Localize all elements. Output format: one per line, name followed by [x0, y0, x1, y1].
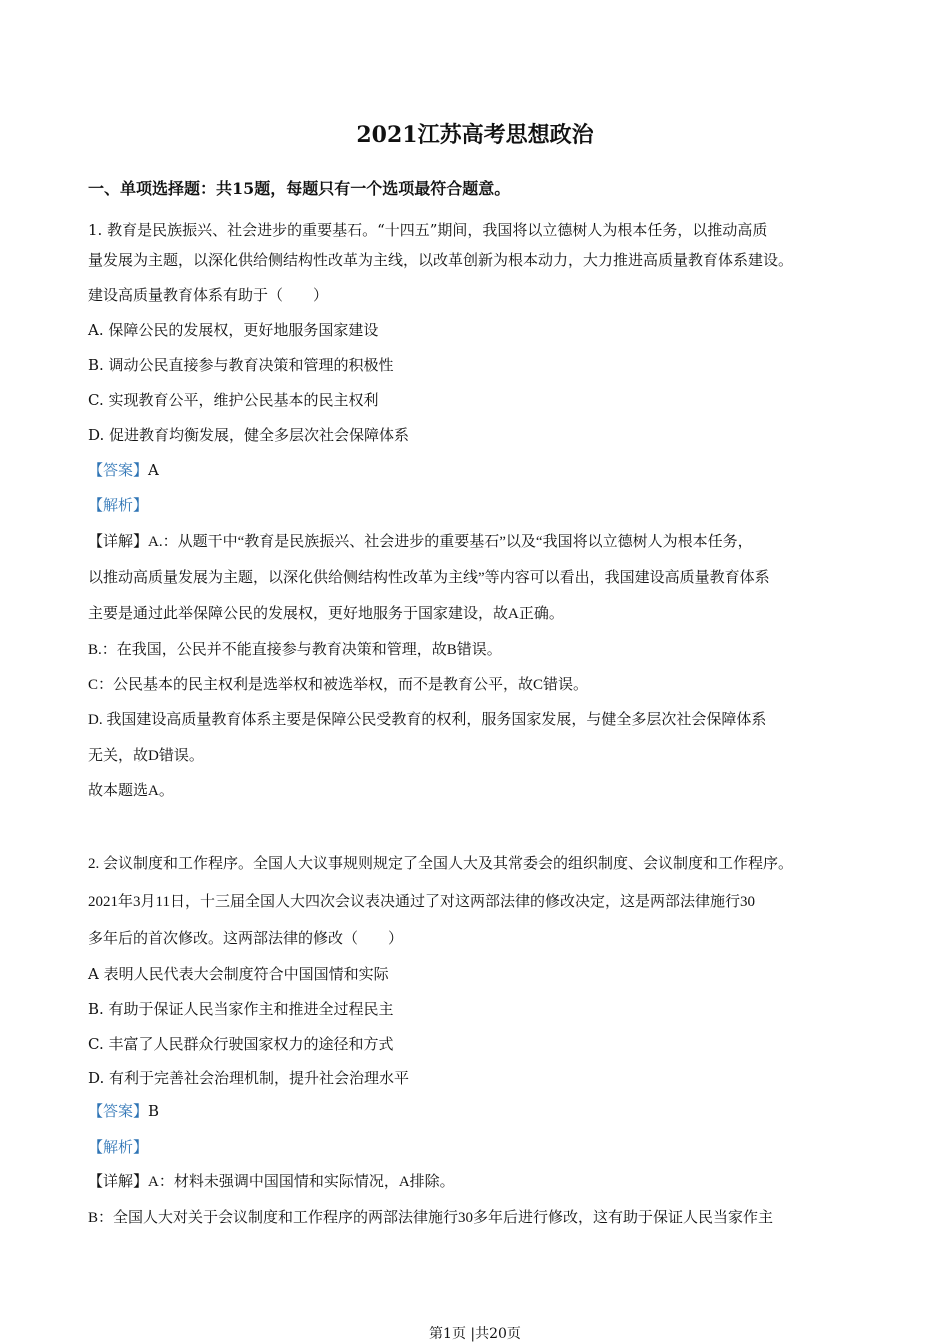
detail-line: 故本题选A。 — [88, 783, 174, 799]
answer-value: A — [148, 461, 159, 479]
analysis-label: 【解析】 — [88, 496, 149, 514]
detail-line: 【详解】A：材料未强调中国国情和实际情况，A排除。 — [88, 1174, 455, 1190]
detail-line: 主要是通过此举保障公民的发展权，更好地服务于国家建设，故A正确。 — [88, 606, 564, 622]
detail-label: 【详解】 — [88, 1174, 149, 1190]
detail-line: 【详解】A.：从题干中“教育是民族振兴、社会进步的重要基石”以及“我国将以立德树人为根本任务， — [88, 534, 753, 550]
detail-line: D. 我国建设高质量教育体系主要是保障公民受教育的权利，服务国家发展，与健全多层次社会保障体系 — [88, 712, 767, 728]
detail-line: B：全国人大对关于会议制度和工作程序的两部法律施行30多年后进行修改，这有助于保证人民当家作主 — [88, 1210, 774, 1226]
answer-label: 【答案】 — [88, 1102, 149, 1120]
question-stem-line: 1. 教育是民族振兴、社会进步的重要基石。“十四五”期间，我国将以立德树人为根本任务，以推动高质 — [88, 221, 768, 239]
option-a: A. 保障公民的发展权，更好地服务国家建设 — [88, 321, 379, 339]
option-d: D. 有利于完善社会治理机制，提升社会治理水平 — [88, 1069, 410, 1087]
question-stem-line: 量发展为主题，以深化供给侧结构性改革为主线，以改革创新为根本动力，大力推进高质量教育体系建设。 — [88, 251, 794, 269]
question-stem-line: 2. 会议制度和工作程序。全国人大议事规则规定了全国人大及其常委会的组织制度、会议制度和工作程序。 — [88, 856, 794, 872]
option-c: C. 丰富了人民群众行驶国家权力的途径和方式 — [88, 1035, 394, 1053]
option-b: B. 调动公民直接参与教育决策和管理的积极性 — [88, 356, 394, 374]
detail-line: 无关，故D错误。 — [88, 748, 204, 764]
detail-line: C：公民基本的民主权利是选举权和被选举权，而不是教育公平，故C错误。 — [88, 677, 589, 693]
option-a: A 表明人民代表大会制度符合中国国情和实际 — [88, 965, 389, 983]
section-heading: 一、单项选择题：共15题，每题只有一个选项最符合题意。 — [88, 179, 511, 198]
answer-line — [88, 460, 159, 480]
analysis-label: 【解析】 — [88, 1138, 149, 1156]
answer-value: B — [148, 1102, 160, 1120]
answer-label: 【答案】 — [88, 461, 149, 479]
question-stem-line: 建设高质量教育体系有助于（ ） — [88, 286, 329, 304]
option-c: C. 实现教育公平，维护公民基本的民主权利 — [88, 391, 379, 409]
option-d: D. 促进教育均衡发展，健全多层次社会保障体系 — [88, 426, 410, 444]
detail-label: 【详解】 — [88, 534, 149, 550]
option-b: B. 有助于保证人民当家作主和推进全过程民主 — [88, 1000, 394, 1018]
answer-line — [88, 1101, 159, 1121]
page-title: 2021江苏高考思想政治 — [356, 122, 594, 148]
question-stem-line: 2021年3月11日，十三届全国人大四次会议表决通过了对这两部法律的修改决定，这是两部法律施行30 — [88, 894, 755, 910]
page-footer: 第1页 |共20页 — [429, 1326, 521, 1342]
question-stem-line: 多年后的首次修改。这两部法律的修改（ ） — [88, 931, 404, 947]
detail-line: B.：在我国，公民并不能直接参与教育决策和管理，故B错误。 — [88, 642, 502, 658]
detail-line: 以推动高质量发展为主题，以深化供给侧结构性改革为主线”等内容可以看出，我国建设高质量教育体系 — [88, 570, 770, 586]
